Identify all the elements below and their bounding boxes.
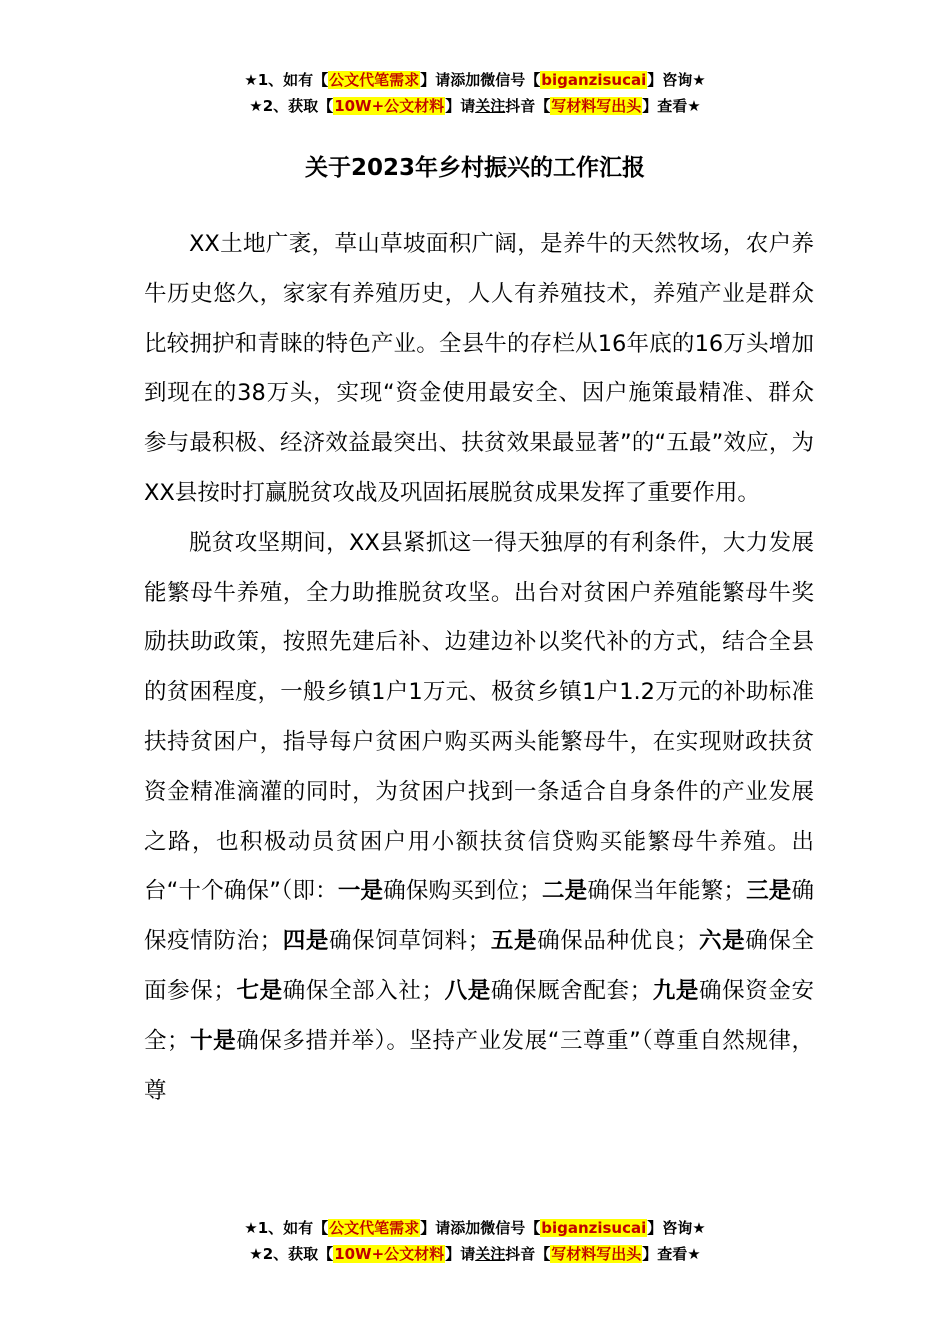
list-item-number: 七是 xyxy=(235,977,283,1004)
footer-banner xyxy=(0,1215,950,1267)
banner-highlight: 写材料写出头 xyxy=(551,97,642,115)
banner-text: 】请添加微信号【 xyxy=(420,1219,541,1237)
list-item-text: 确保疫情防治； xyxy=(144,878,814,955)
list-item-text: 确保全部入社； xyxy=(282,977,444,1004)
list-item-text: 确保全面参保； xyxy=(144,928,814,1004)
banner-underline: 关注 xyxy=(475,1245,506,1263)
list-item-text: 确保多措并举 xyxy=(236,1027,375,1054)
list-item-number: 五是 xyxy=(490,928,538,955)
banner-highlight: 公文代笔需求 xyxy=(329,1219,420,1237)
banner-text: 】请 xyxy=(445,97,476,115)
banner-line-2 xyxy=(0,1241,950,1267)
list-item-number: 三是 xyxy=(745,878,792,905)
list-item-number: 九是 xyxy=(652,977,699,1004)
banner-highlight: 写材料写出头 xyxy=(551,1245,642,1263)
wechat-id-highlight: biganzisucai xyxy=(541,71,647,89)
banner-highlight: 10W+公文材料 xyxy=(334,97,445,115)
banner-text: ★1、如有【 xyxy=(244,71,329,89)
banner-highlight: 公文代笔需求 xyxy=(329,71,420,89)
banner-text: 抖音【 xyxy=(505,97,551,115)
paragraph-1: XX土地广袤，草山草坡面积广阔，是养牛的天然牧场，农户养牛历史悠久，家家有养殖历史，人人有养殖技术，养殖产业是群众比较拥护和青睐的特色产业。全县牛的存栏从16年底的16万头增加到现在的38万头，实现“资金使用最安全、因户施策最精准、群众参与最积极、经济效益最突出、扶贫效果最显著”的“五最”效应，为XX县按时打赢脱贫攻战及巩固拓展脱贫成果发挥了重要作用。 xyxy=(144,231,814,506)
banner-line-2 xyxy=(0,93,950,119)
banner-text: ★2、获取【 xyxy=(249,97,334,115)
banner-text: ★1、如有【 xyxy=(244,1219,329,1237)
list-item-number: 二是 xyxy=(541,878,588,905)
list-item-text: 确保饲草饲料； xyxy=(328,928,491,955)
list-item-text: 确保购买到位； xyxy=(383,878,542,905)
banner-text: 】请添加微信号【 xyxy=(420,71,541,89)
list-item-text: 确保厩舍配套； xyxy=(490,977,653,1004)
list-item-number: 一是 xyxy=(337,878,384,905)
banner-highlight: 10W+公文材料 xyxy=(334,1245,445,1263)
banner-underline: 关注 xyxy=(475,97,506,115)
list-item-number: 八是 xyxy=(443,977,491,1004)
banner-text: 】查看★ xyxy=(642,1245,701,1263)
list-item-text: 确保资金安全； xyxy=(144,977,814,1054)
banner-text: 】查看★ xyxy=(642,97,701,115)
list-item-text: 确保当年能繁； xyxy=(587,878,746,905)
header-banner xyxy=(0,67,950,119)
list-item-number: 四是 xyxy=(282,928,329,955)
paragraph-text: 脱贫攻坚期间，XX县紧抓这一得天独厚的有利条件，大力发展能繁母牛养殖，全力助推脱贫攻坚。出台对贫困户养殖能繁母牛奖励扶助政策，按照先建后补、边建边补以奖代补的方式，结合全县的贫困程度，一般乡镇1户1万元、极贫乡镇1户1.2万元的补助标准扶持贫困户，指导每户贫困户购买两头能繁母牛，在实现财政扶贫资金精准滴灌的同时，为贫困户找到一条适合自身条件的产业发展之路，也积极动员贫困户用小额扶贫信贷购买能繁母牛养殖。出台“十个确保”（即： xyxy=(144,529,814,905)
banner-text: 】咨询★ xyxy=(647,71,706,89)
paragraph-2 xyxy=(144,519,814,1117)
banner-text: ★2、获取【 xyxy=(249,1245,334,1263)
wechat-id-highlight: biganzisucai xyxy=(541,1219,647,1237)
document-body xyxy=(144,220,814,1116)
list-item-number: 六是 xyxy=(698,928,746,955)
list-item-text: 确保品种优良； xyxy=(537,928,699,955)
banner-line-1 xyxy=(0,1215,950,1241)
banner-text: 抖音【 xyxy=(505,1245,551,1263)
document-title: 关于2023年乡村振兴的工作汇报 xyxy=(304,155,645,181)
list-item-number: 十是 xyxy=(189,1027,237,1054)
banner-line-1 xyxy=(0,67,950,93)
banner-text: 】咨询★ xyxy=(647,1219,706,1237)
paragraph-text: ）。坚持产业发展“三尊重”（尊重自然规律，尊 xyxy=(144,1027,814,1104)
banner-text: 】请 xyxy=(445,1245,476,1263)
